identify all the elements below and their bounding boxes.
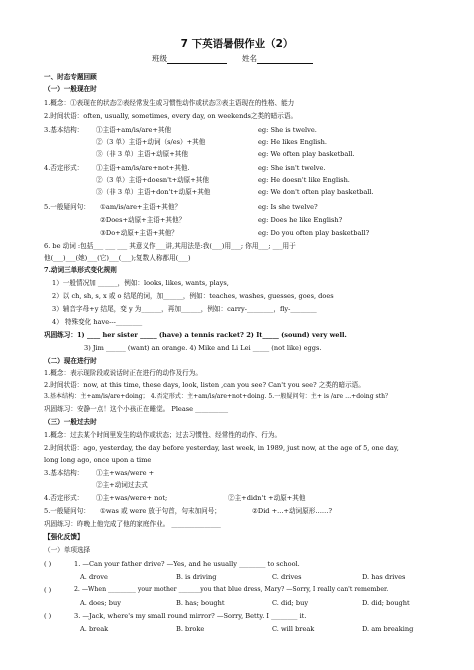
structure-item: ②（3 单）主语+动词（s/es）+其他	[96, 138, 206, 146]
text-line: 2.时间状语：ago, yesterday, the day before yesterday, last week, in 1989, just now, at the age of 5, one day,	[44, 444, 399, 452]
structure-item: ②主+didn't +动原+其他	[228, 494, 306, 502]
example-item: eg: He likes English.	[258, 138, 328, 146]
text-line: 2.时间状语：often, usually, sometimes, every day, on weekends之类的暗示语。	[44, 112, 298, 120]
text-line: 4.否定形式：	[44, 494, 84, 502]
text-line: （一）单项选择	[44, 546, 91, 554]
text-line: 1）一般情况加 ______，例如：looks, likes, wants, plays,	[52, 279, 229, 287]
text-line: 6. be 动词 :包括___ ___ ___ 其意义作___讲,其用法是:我(___)用___; 你用___; ___用于	[44, 242, 296, 250]
example-item: eg: She isn't twelve.	[258, 164, 326, 172]
name-label: 姓名	[242, 54, 257, 63]
text-line: 4） 特殊变化 have---________	[52, 318, 143, 326]
text-line: 1.概念：过去某个时间里发生的动作或状态；过去习惯性、经常性的动作、行为。	[44, 431, 282, 439]
subsection-heading: （一）一般现在时	[44, 85, 97, 93]
option-c[interactable]: C. did; buy	[272, 599, 309, 607]
text-line: 1.概念：①表现在的状态②表经常发生或习惯性动作或状态③表主语现在的性格、能力	[44, 99, 295, 107]
example-item: eg: He doesn't like English.	[258, 176, 350, 184]
text-line: 2.时间状语：now, at this time, these days, look, listen ,can you see? Can't you see? 之类的暗示语。	[44, 381, 365, 389]
subsection-heading: （三）一般过去时	[44, 418, 97, 426]
page-title: 7 下英语暑假作业（2）	[180, 38, 294, 50]
text-line: 1.概念：表示现阶段或说话时正在进行的动作及行为。	[44, 369, 202, 377]
structure-item: ③Do+动原+主语+其他？	[100, 229, 178, 237]
text-line: 巩固练习：昨晚上他完成了他的家庭作业。 _______________	[44, 520, 221, 528]
class-field	[152, 53, 227, 64]
text-line: 7.动词三单形式变化规则	[44, 266, 117, 274]
option-a[interactable]: A. break	[80, 625, 109, 633]
structure-item: ③（非 3 单）主语+don't+动原+其他	[96, 188, 211, 196]
question-text: 2. —When _________ your mother _______you that blue dress, Mary? —Sorry, I really can't remember.	[74, 586, 389, 593]
example-item: eg: Do you often play basketball?	[258, 229, 370, 237]
answer-bracket[interactable]: ( )	[44, 612, 52, 620]
example-item: eg: We often play basketball.	[258, 150, 355, 158]
option-a[interactable]: A. drove	[80, 573, 108, 581]
structure-item: ②Does+动原+主语+其他？	[100, 216, 186, 224]
structure-item: ②主+动词过去式	[96, 481, 148, 489]
name-blank[interactable]	[257, 56, 313, 64]
option-b[interactable]: B. has; bought	[176, 599, 225, 607]
text-line: 巩固练习：1) ____ her sister _____ (have) a tennis racket? 2) It_____ (sound) very well.	[44, 331, 347, 339]
question-text: 3. —Jack, where's my small round mirror? —Sorry, Betty. I ________ it.	[74, 612, 307, 620]
option-c[interactable]: C. will break	[272, 625, 315, 633]
option-b[interactable]: B. is driving	[176, 573, 217, 581]
text-line: 3）辅音字母+y 结尾，变 y 为______，再加______，例如：carry-________，fly-________	[52, 305, 317, 313]
question-text: 1. —Can your father drive? —Yes, and he usually ________ to school.	[74, 560, 300, 568]
text-line: long long ago, once upon a time	[44, 456, 152, 464]
example-item: eg: Is she twelve?	[258, 203, 318, 211]
structure-item: ①主+was/were+ not;	[96, 494, 168, 502]
section-heading: 一、时态专题回顾	[44, 73, 97, 81]
example-item: eg: She is twelve.	[258, 126, 317, 134]
structure-item: ①主+was/were +	[96, 469, 155, 477]
structure-item: ②Did +...+动词原形……?	[252, 507, 333, 515]
text-line: 2）以 ch, sh, s, x 或 o 结尾的词，加______，例如：teaches, washes, guesses, goes, does	[52, 292, 334, 300]
example-item: eg: We don't often play basketball.	[258, 188, 374, 196]
text-line: 5.一般疑问句：	[44, 203, 90, 211]
text-line: 3.基本结构：主+am/is/are+doing； 4.否定形式：主+am/is/are+not+doing. 5.一般疑问句：主+ is /are …+doing sth？	[44, 393, 392, 400]
option-b[interactable]: B. broke	[176, 625, 205, 633]
structure-item: ①主语+am/is/are+not+其他.	[96, 164, 190, 172]
example-item: eg: Does he like English?	[258, 216, 343, 224]
text-line: 3) Jim ______ (want) an orange. 4) Mike and Li Lei _____ (not like) eggs.	[84, 344, 322, 352]
text-line: 3.基本结构：	[44, 126, 84, 134]
subsection-heading: （二）现在进行时	[44, 357, 97, 365]
structure-item: ③（非 3 单）主语+动原+其他	[96, 150, 188, 158]
text-line: 5.一般疑问句：	[44, 507, 90, 515]
structure-item: ②（3 单）主语+doesn't+动原+其他	[96, 176, 209, 184]
structure-item: ①am/is/are+主语+其他？	[100, 203, 182, 211]
class-blank[interactable]	[167, 56, 227, 64]
answer-bracket[interactable]: ( )	[44, 560, 52, 568]
section-heading: 【强化反馈】	[44, 533, 84, 541]
text-line: 巩固练习：安静一点！这个小孩正在睡觉。 Please __________	[44, 405, 229, 413]
class-label: 班级	[152, 54, 167, 63]
option-c[interactable]: C. drives	[272, 573, 302, 581]
text-line: 3.基本结构：	[44, 469, 84, 477]
structure-item: ①主语+am/is/are+其他	[96, 126, 172, 134]
name-field	[242, 53, 313, 64]
option-d[interactable]: D. did; bought	[362, 599, 410, 607]
answer-bracket[interactable]: ( )	[44, 586, 52, 594]
text-line: 4.否定形式：	[44, 164, 84, 172]
text-line: 他(___)___(她)___(它)___(___);复数人称都用(___)	[44, 254, 191, 262]
option-d[interactable]: D. am breaking	[362, 625, 414, 633]
structure-item: ①was 或 were 放于句首，句末加问号；	[100, 507, 221, 515]
option-d[interactable]: D. has drives	[362, 573, 406, 581]
option-a[interactable]: A. does; buy	[80, 599, 121, 607]
